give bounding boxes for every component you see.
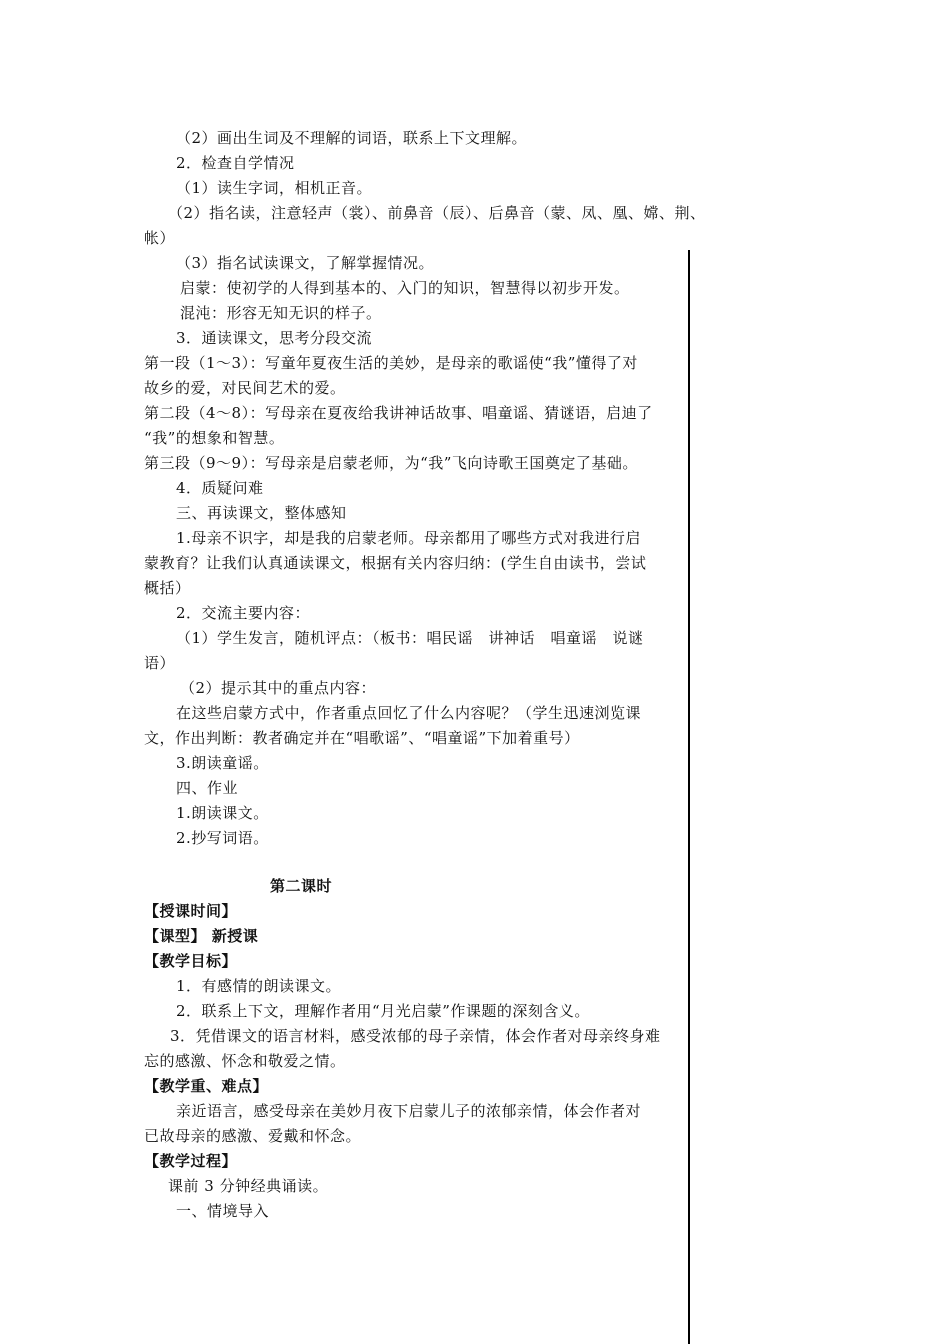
text-line: 1.朗读课文。 [176, 804, 269, 822]
text-line: （2）提示其中的重点内容： [180, 679, 377, 697]
text-line: 3.朗读童谣。 [176, 754, 269, 772]
text-line: 文，作出判断：教者确定并在“唱歌谣”、“唱童谣”下加着重号） [144, 729, 580, 747]
text-line: 课前 3 分钟经典诵读。 [168, 1177, 329, 1195]
field-label-goals: 【教学目标】 [144, 952, 238, 970]
text-line: 忘的感激、怀念和敬爱之情。 [144, 1052, 346, 1070]
text-line: 1.母亲不识字，却是我的启蒙老师。母亲都用了哪些方式对我进行启 [176, 529, 641, 547]
text-line: （3）指名试读课文，了解掌握情况。 [176, 254, 435, 272]
text-line: 混沌：形容无知无识的样子。 [180, 304, 382, 322]
text-line: 已故母亲的感激、爱戴和怀念。 [144, 1127, 362, 1145]
text-line: 故乡的爱，对民间艺术的爱。 [144, 379, 346, 397]
text-line: 1．有感情的朗读课文。 [176, 977, 342, 995]
text-line: 2．联系上下文，理解作者用“月光启蒙”作课题的深刻含义。 [176, 1002, 590, 1020]
field-label-process: 【教学过程】 [144, 1152, 238, 1170]
text-line: （2）画出生词及不理解的词语，联系上下文理解。 [176, 129, 528, 147]
text-line: 在这些启蒙方式中，作者重点回忆了什么内容呢？（学生迅速浏览课 [176, 704, 642, 722]
text-line: 蒙教育？让我们认真通读课文，根据有关内容归纳：(学生自由读书，尝试 [144, 554, 647, 572]
text-line: 第二段（4～8）：写母亲在夏夜给我讲神话故事、唱童谣、猜谜语，启迪了 [144, 404, 653, 422]
text-line: （2）指名读，注意轻声（裳）、前鼻音（辰）、后鼻音（蒙、凤、凰、嫦、荆、 [168, 204, 706, 222]
text-line: “我”的想象和智慧。 [144, 429, 285, 447]
text-line: （1）学生发言，随机评点：（板书：唱民谣 讲神话 唱童谣 说谜 [176, 629, 644, 647]
text-line: 2.抄写词语。 [176, 829, 269, 847]
text-line: 2．交流主要内容： [176, 604, 311, 622]
text-line: 语） [144, 654, 176, 672]
text-line: 4．质疑问难 [176, 479, 264, 497]
field-label-type: 【课型】 新授课 [144, 927, 259, 945]
section-heading: 第二课时 [270, 877, 333, 895]
text-line: 第三段（9～9）：写母亲是启蒙老师，为“我”飞向诗歌王国奠定了基础。 [144, 454, 638, 472]
text-line: （1）读生字词，相机正音。 [176, 179, 373, 197]
field-label-key: 【教学重、难点】 [144, 1077, 269, 1095]
text-line: 启蒙：使初学的人得到基本的、入门的知识，智慧得以初步开发。 [180, 279, 630, 297]
text-line: 3．凭借课文的语言材料，感受浓郁的母子亲情，体会作者对母亲终身难 [170, 1027, 661, 1045]
text-line: 亲近语言，感受母亲在美妙月夜下启蒙儿子的浓郁亲情，体会作者对 [176, 1102, 642, 1120]
text-line: 3．通读课文，思考分段交流 [176, 329, 373, 347]
field-label-time: 【授课时间】 [144, 902, 238, 920]
text-line: 三、再读课文，整体感知 [176, 504, 347, 522]
text-line: 一、情境导入 [176, 1202, 270, 1220]
text-line: 第一段（1～3）：写童年夏夜生活的美妙，是母亲的歌谣使“我”懂得了对 [144, 354, 638, 372]
text-line: 概括） [144, 579, 191, 597]
text-line: 四、作业 [176, 779, 239, 797]
text-line: 2．检查自学情况 [176, 154, 295, 172]
text-line: 帐） [144, 229, 176, 247]
